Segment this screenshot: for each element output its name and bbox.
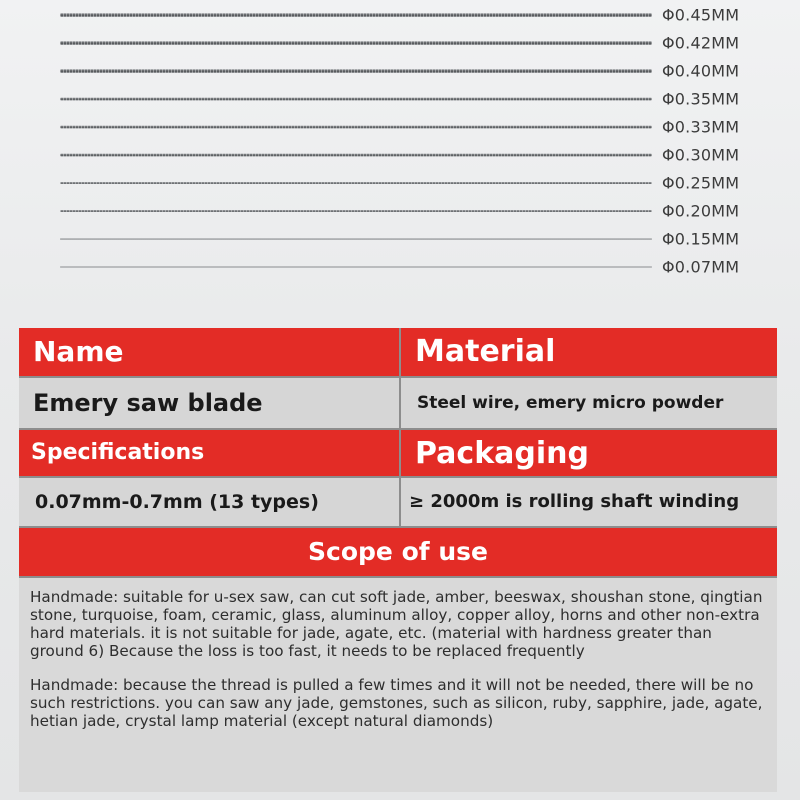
wire-line <box>60 98 652 101</box>
wire-line <box>60 182 652 184</box>
wire-line <box>60 239 652 240</box>
wire-row <box>0 85 800 113</box>
wire-row <box>0 141 800 169</box>
wire-line <box>60 267 652 268</box>
wire-line <box>60 210 652 212</box>
wire-row <box>0 253 800 281</box>
scope-paragraph-1: Handmade: suitable for u-sex saw, can cut soft jade, amber, beeswax, shoushan stone, qingtian stone, turquoise, foam, ceramic, glass, aluminum alloy, copper alloy, horns and other non-extra hard materials. it is not suitable for jade, agate, etc. (material with hardness greater than ground 6) Because the loss is too fast, it needs to be replaced frequently <box>30 588 763 660</box>
wire-label: Φ0.45MM <box>662 5 740 25</box>
material-header: Material <box>401 328 777 376</box>
wire-gauge-samples <box>0 0 800 290</box>
scope-body <box>19 578 777 792</box>
wire-line <box>60 154 652 157</box>
wire-label: Φ0.25MM <box>662 173 740 193</box>
packaging-header: Packaging <box>401 430 777 476</box>
name-header: Name <box>19 328 399 376</box>
material-value: Steel wire, emery micro powder <box>401 378 777 428</box>
wire-label: Φ0.35MM <box>662 89 740 109</box>
wire-label: Φ0.33MM <box>662 117 740 137</box>
specifications-header: Specifications <box>19 430 399 476</box>
specifications-value: 0.07mm-0.7mm (13 types) <box>19 478 399 526</box>
wire-row <box>0 169 800 197</box>
wire-row <box>0 113 800 141</box>
wire-row <box>0 197 800 225</box>
wire-row <box>0 57 800 85</box>
name-value: Emery saw blade <box>19 378 399 428</box>
wire-label: Φ0.30MM <box>662 145 740 165</box>
wire-row <box>0 1 800 29</box>
scope-paragraph-2: Handmade: because the thread is pulled a few times and it will not be needed, there will be no such restrictions. you can saw any jade, gemstones, such as silicon, ruby, sapphire, jade, agate, hetian jade, crystal lamp material (except natural diamonds) <box>30 676 763 730</box>
wire-row <box>0 225 800 253</box>
wire-line <box>60 13 652 17</box>
spec-table <box>19 328 777 792</box>
wire-label: Φ0.40MM <box>662 61 740 81</box>
wire-label: Φ0.42MM <box>662 33 740 53</box>
scope-header: Scope of use <box>19 528 777 576</box>
wire-line <box>60 69 652 73</box>
wire-label: Φ0.07MM <box>662 257 740 277</box>
packaging-value: ≥ 2000m is rolling shaft winding <box>401 478 777 526</box>
wire-line <box>60 41 652 45</box>
wire-label: Φ0.20MM <box>662 201 740 221</box>
wire-row <box>0 29 800 57</box>
wire-line <box>60 126 652 129</box>
wire-label: Φ0.15MM <box>662 229 740 249</box>
